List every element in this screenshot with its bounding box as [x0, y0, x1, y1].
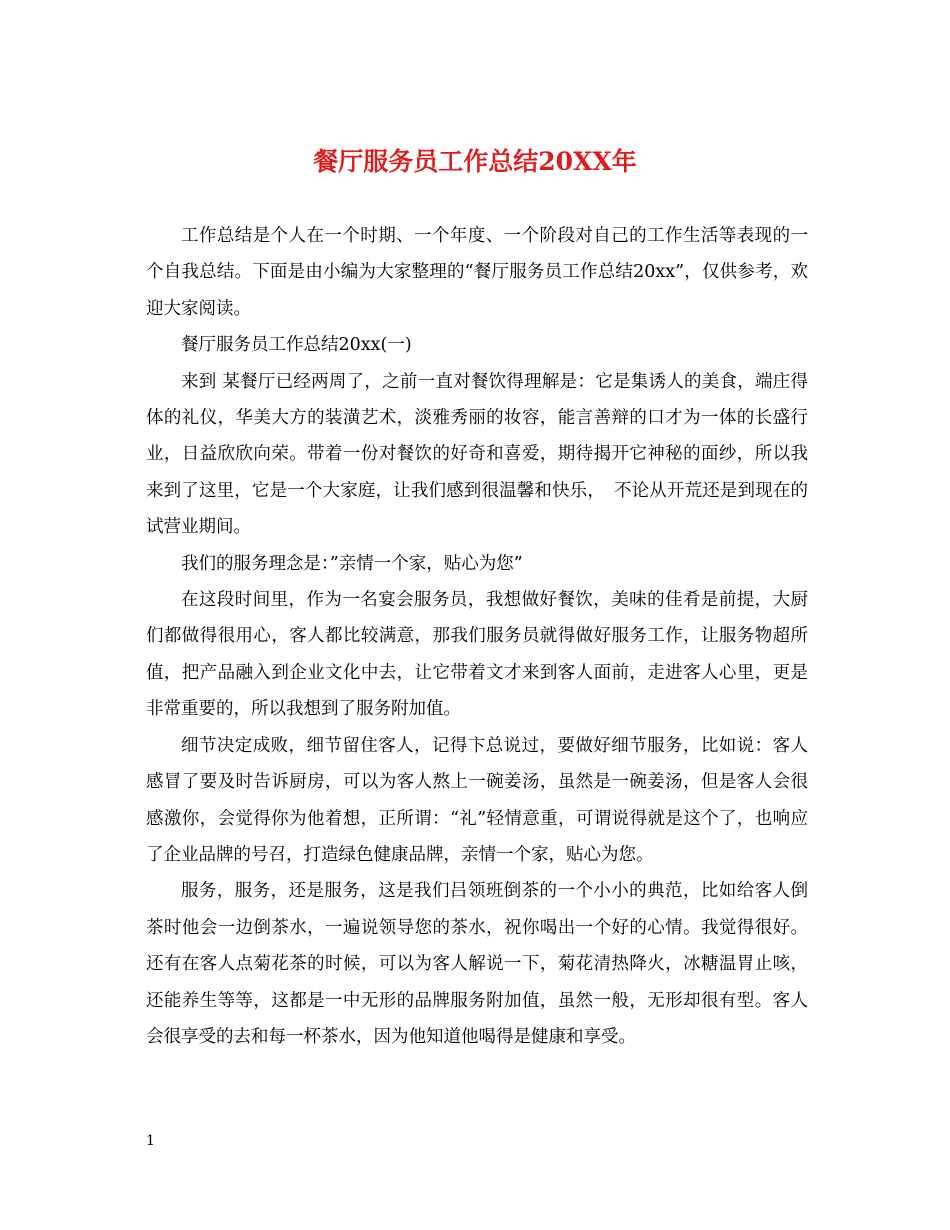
document-body [146, 218, 808, 1055]
paragraph-banquet-service: 在这段时间里，作为一名宴会服务员，我想做好餐饮，美味的佳肴是前提，大厨们都做得很用心，客人都比较满意，那我们服务员就得做好服务工作，让服务物超所值，把产品融入到企业文化中去，让它带着文才来到客人面前，走进客人心里，更是非常重要的，所以我想到了服务附加值。 [146, 590, 808, 720]
paragraph-arrival: 来到 某餐厅已经两周了，之前一直对餐饮得理解是：它是集诱人的美食，端庄得体的礼仪，华美大方的装潢艺术，淡雅秀丽的妆容，能言善辩的口才为一体的长盛行业，日益欣欣向荣。带着一份对餐饮的好奇和喜爱，期待揭开它神秘的面纱，所以我来到了这里，它是一个大家庭，让我们感到很温馨和快乐， 不论从开荒还是到现在的试营业期间。 [146, 371, 808, 538]
paragraph-intro: 工作总结是个人在一个时期、一个年度、一个阶段对自己的工作生活等表现的一个自我总结。下面是由小编为大家整理的“餐厅服务员工作总结20xx”，仅供参考，欢迎大家阅读。 [146, 226, 808, 319]
paragraph-section-heading: 餐厅服务员工作总结20xx(一) [181, 335, 412, 356]
paragraph-tea-service: 服务，服务，还是服务，这是我们吕领班倒茶的一个小小的典范，比如给客人倒茶时他会一边倒茶水，一遍说领导您的茶水，祝你喝出一个好的心情。我觉得很好。还有在客人点菊花茶的时候，可以为客人解说一下，菊花清热降火，冰糖温胃止咳，还能养生等等，这都是一中无形的品牌服务附加值，虽然一般，无形却很有型。客人会很享受的去和每一杯茶水，因为他知道他喝得是健康和享受。 [146, 881, 808, 1047]
paragraph-details: 细节决定成败，细节留住客人，记得卞总说过，要做好细节服务，比如说：客人感冒了要及时告诉厨房，可以为客人熬上一碗姜汤，虽然是一碗姜汤，但是客人会很感激你，会觉得你为他着想，正所谓：“礼”轻情意重，可谓说得就是这个了，也响应了企业品牌的号召，打造绿色健康品牌，亲情一个家，贴心为您。 [146, 735, 808, 865]
paragraph-service-concept: 我们的服务理念是：”亲情一个家，贴心为您” [181, 553, 523, 574]
page-number: 1 [146, 1133, 155, 1149]
document-title: 餐厅服务员工作总结20XX年 [313, 147, 637, 176]
